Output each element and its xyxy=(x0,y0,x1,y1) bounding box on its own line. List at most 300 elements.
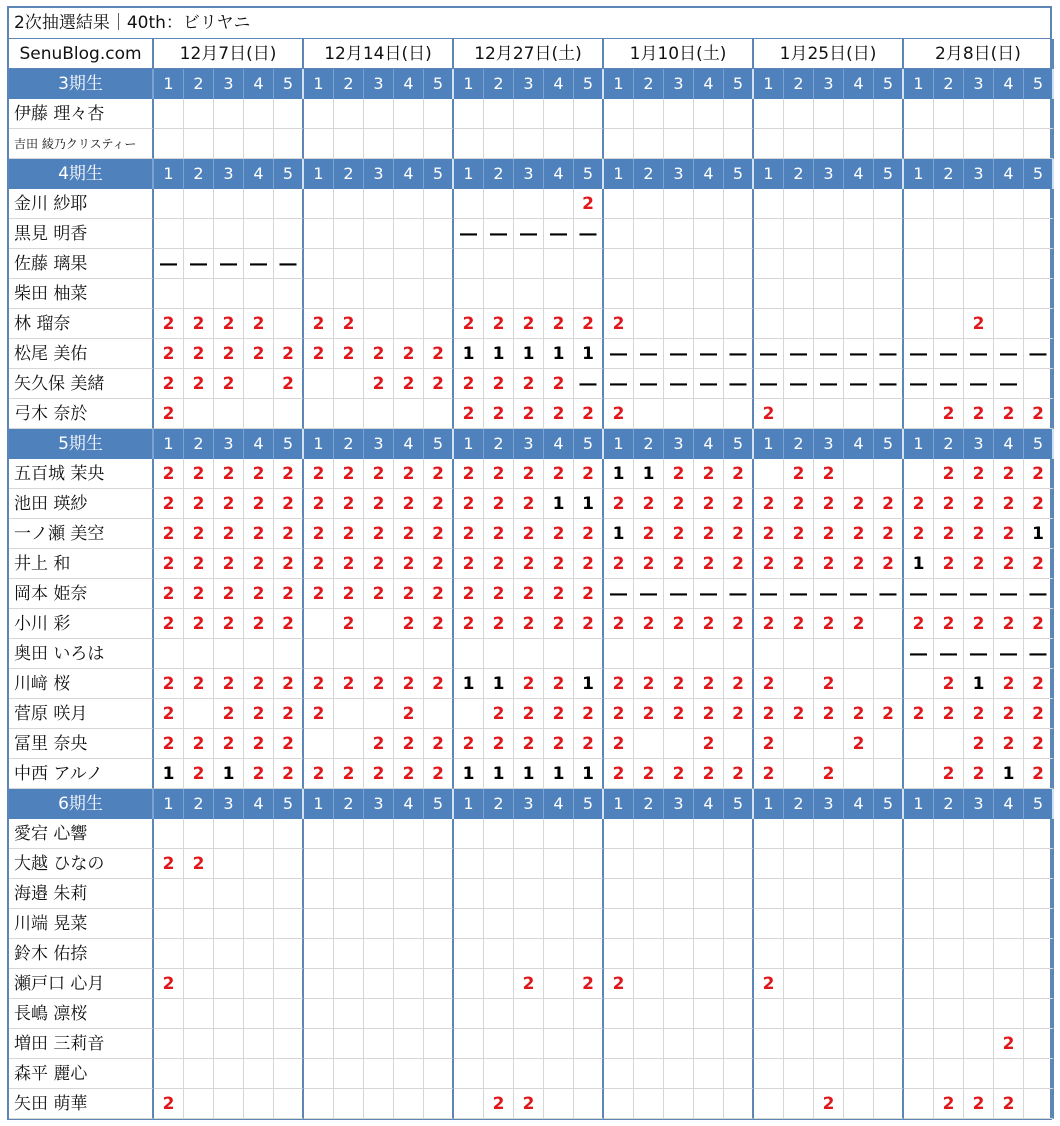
result-cell xyxy=(994,219,1024,249)
result-cell xyxy=(184,1089,214,1119)
result-cell xyxy=(184,999,214,1029)
result-cell xyxy=(844,219,874,249)
part-number-header: 3 xyxy=(514,789,544,819)
result-cell xyxy=(364,849,394,879)
result-cell xyxy=(484,909,514,939)
part-number-header: 2 xyxy=(934,69,964,99)
result-cell xyxy=(604,999,634,1029)
result-cell xyxy=(694,939,724,969)
result-cell-dash: ― xyxy=(904,339,934,369)
result-cell xyxy=(304,639,334,669)
result-cell-2: 2 xyxy=(334,579,364,609)
result-cell-2: 2 xyxy=(154,579,184,609)
result-cell xyxy=(304,399,334,429)
result-cell xyxy=(184,699,214,729)
result-cell-2: 2 xyxy=(934,1089,964,1119)
result-cell xyxy=(244,129,274,159)
result-cell-2: 2 xyxy=(934,759,964,789)
result-cell xyxy=(544,909,574,939)
result-cell xyxy=(244,1029,274,1059)
part-number-header: 1 xyxy=(904,159,934,189)
result-cell xyxy=(244,189,274,219)
result-cell-dash: ― xyxy=(814,579,844,609)
result-cell-1: 1 xyxy=(904,549,934,579)
result-cell-2: 2 xyxy=(244,609,274,639)
result-cell xyxy=(394,309,424,339)
member-name: 小川 彩 xyxy=(9,609,154,639)
result-cell-2: 2 xyxy=(484,549,514,579)
result-cell-dash: ― xyxy=(724,339,754,369)
part-number-header: 5 xyxy=(1024,429,1054,459)
site-label: SenuBlog.com xyxy=(9,39,154,69)
member-name: 矢久保 美緒 xyxy=(9,369,154,399)
result-cell-2: 2 xyxy=(784,489,814,519)
result-cell xyxy=(394,1089,424,1119)
result-cell-2: 2 xyxy=(334,519,364,549)
result-cell xyxy=(244,969,274,999)
result-cell xyxy=(1024,219,1054,249)
result-cell xyxy=(814,999,844,1029)
result-cell xyxy=(454,279,484,309)
result-cell-2: 2 xyxy=(844,549,874,579)
result-cell xyxy=(184,279,214,309)
result-cell xyxy=(694,879,724,909)
part-number-header: 1 xyxy=(604,789,634,819)
result-cell xyxy=(424,1059,454,1089)
result-cell xyxy=(394,219,424,249)
result-cell-2: 2 xyxy=(514,309,544,339)
result-cell-2: 2 xyxy=(244,759,274,789)
result-cell xyxy=(214,1089,244,1119)
result-cell xyxy=(604,129,634,159)
result-cell xyxy=(634,639,664,669)
result-cell xyxy=(394,639,424,669)
result-cell-2: 2 xyxy=(574,309,604,339)
result-cell xyxy=(964,1029,994,1059)
result-cell xyxy=(454,909,484,939)
part-number-header: 2 xyxy=(934,429,964,459)
result-cell-2: 2 xyxy=(214,669,244,699)
part-number-header: 1 xyxy=(304,159,334,189)
result-cell xyxy=(844,1059,874,1089)
result-cell xyxy=(514,939,544,969)
result-cell-2: 2 xyxy=(844,489,874,519)
member-name: 柴田 柚菜 xyxy=(9,279,154,309)
result-cell xyxy=(814,399,844,429)
result-cell xyxy=(874,819,904,849)
result-cell-2: 2 xyxy=(604,549,634,579)
result-cell-2: 2 xyxy=(964,549,994,579)
part-number-header: 3 xyxy=(214,159,244,189)
result-cell-2: 2 xyxy=(994,729,1024,759)
result-cell-2: 2 xyxy=(394,369,424,399)
result-cell xyxy=(544,939,574,969)
result-cell-2: 2 xyxy=(484,699,514,729)
result-cell-2: 2 xyxy=(214,579,244,609)
result-cell-2: 2 xyxy=(214,609,244,639)
result-cell xyxy=(154,819,184,849)
result-cell-2: 2 xyxy=(484,729,514,759)
result-cell xyxy=(214,1059,244,1089)
part-number-header: 5 xyxy=(724,429,754,459)
result-cell-2: 2 xyxy=(754,699,784,729)
part-number-header: 2 xyxy=(784,429,814,459)
result-cell-2: 2 xyxy=(304,309,334,339)
result-cell-2: 2 xyxy=(394,339,424,369)
result-cell xyxy=(154,939,184,969)
result-cell-dash: ― xyxy=(664,369,694,399)
result-cell xyxy=(364,999,394,1029)
result-cell xyxy=(724,819,754,849)
result-cell-dash: ― xyxy=(244,249,274,279)
result-cell xyxy=(424,399,454,429)
part-number-header: 5 xyxy=(274,69,304,99)
result-cell-1: 1 xyxy=(634,459,664,489)
result-cell xyxy=(784,189,814,219)
result-cell xyxy=(634,729,664,759)
result-cell xyxy=(304,99,334,129)
result-cell-2: 2 xyxy=(424,579,454,609)
result-cell-2: 2 xyxy=(514,609,544,639)
result-cell xyxy=(934,99,964,129)
result-cell xyxy=(454,1089,484,1119)
result-cell xyxy=(904,759,934,789)
result-cell-2: 2 xyxy=(514,1089,544,1119)
result-cell xyxy=(274,189,304,219)
table-title: 2次抽選結果｜40th：ビリヤニ xyxy=(9,8,1050,39)
result-cell-2: 2 xyxy=(844,729,874,759)
result-cell xyxy=(544,849,574,879)
result-cell xyxy=(364,249,394,279)
result-cell-2: 2 xyxy=(334,489,364,519)
result-cell xyxy=(604,1029,634,1059)
result-cell-2: 2 xyxy=(454,369,484,399)
part-number-header: 1 xyxy=(154,159,184,189)
result-cell xyxy=(1024,969,1054,999)
result-cell xyxy=(514,249,544,279)
result-cell-2: 2 xyxy=(664,549,694,579)
part-number-header: 3 xyxy=(514,429,544,459)
result-cell xyxy=(784,879,814,909)
result-cell xyxy=(304,999,334,1029)
result-cell xyxy=(904,249,934,279)
part-number-header: 3 xyxy=(214,69,244,99)
result-cell xyxy=(244,999,274,1029)
result-cell-1: 1 xyxy=(484,669,514,699)
result-cell-2: 2 xyxy=(544,369,574,399)
result-cell-dash: ― xyxy=(634,369,664,399)
result-cell-2: 2 xyxy=(394,579,424,609)
result-cell xyxy=(304,1059,334,1089)
part-number-header: 4 xyxy=(394,429,424,459)
result-cell xyxy=(574,1029,604,1059)
result-cell xyxy=(934,729,964,759)
result-cell xyxy=(814,1059,844,1089)
result-cell xyxy=(634,879,664,909)
result-cell-2: 2 xyxy=(544,579,574,609)
result-cell xyxy=(844,279,874,309)
result-cell-2: 2 xyxy=(724,549,754,579)
result-cell-dash: ― xyxy=(844,369,874,399)
result-cell xyxy=(244,879,274,909)
result-cell xyxy=(874,189,904,219)
result-cell xyxy=(334,699,364,729)
result-cell xyxy=(304,729,334,759)
result-cell-2: 2 xyxy=(364,759,394,789)
result-cell xyxy=(274,1059,304,1089)
result-cell xyxy=(844,849,874,879)
result-cell xyxy=(364,399,394,429)
result-cell-2: 2 xyxy=(334,459,364,489)
result-cell xyxy=(544,189,574,219)
result-cell xyxy=(814,969,844,999)
result-cell-2: 2 xyxy=(574,189,604,219)
result-cell xyxy=(934,939,964,969)
date-header: 12月14日(日) xyxy=(304,39,454,69)
result-cell xyxy=(304,369,334,399)
result-cell xyxy=(184,129,214,159)
result-cell-2: 2 xyxy=(424,339,454,369)
result-cell-2: 2 xyxy=(364,489,394,519)
result-cell xyxy=(694,909,724,939)
result-cell-dash: ― xyxy=(784,579,814,609)
result-cell xyxy=(724,639,754,669)
result-cell-2: 2 xyxy=(844,519,874,549)
result-cell xyxy=(904,399,934,429)
date-header: 12月7日(日) xyxy=(154,39,304,69)
result-cell xyxy=(634,909,664,939)
result-cell xyxy=(724,249,754,279)
result-cell-2: 2 xyxy=(274,369,304,399)
result-cell-1: 1 xyxy=(544,339,574,369)
result-cell-1: 1 xyxy=(544,489,574,519)
result-cell xyxy=(154,879,184,909)
result-cell xyxy=(244,219,274,249)
result-cell xyxy=(664,849,694,879)
part-number-header: 2 xyxy=(784,69,814,99)
result-cell xyxy=(934,219,964,249)
result-cell-dash: ― xyxy=(724,369,754,399)
result-cell-2: 2 xyxy=(274,339,304,369)
result-cell xyxy=(904,1059,934,1089)
result-cell-2: 2 xyxy=(724,459,754,489)
result-cell xyxy=(844,759,874,789)
result-cell-1: 1 xyxy=(454,339,484,369)
part-number-header: 4 xyxy=(694,69,724,99)
result-cell-2: 2 xyxy=(934,399,964,429)
result-cell-2: 2 xyxy=(934,459,964,489)
member-name: 金川 紗耶 xyxy=(9,189,154,219)
result-cell xyxy=(424,699,454,729)
part-number-header: 5 xyxy=(274,159,304,189)
part-number-header: 2 xyxy=(334,429,364,459)
result-cell xyxy=(874,999,904,1029)
result-cell xyxy=(154,219,184,249)
result-cell xyxy=(844,459,874,489)
part-number-header: 1 xyxy=(454,69,484,99)
result-cell xyxy=(574,639,604,669)
result-cell-2: 2 xyxy=(244,459,274,489)
part-number-header: 4 xyxy=(844,429,874,459)
result-cell xyxy=(214,639,244,669)
part-number-header: 2 xyxy=(634,159,664,189)
result-cell xyxy=(394,879,424,909)
result-cell xyxy=(904,879,934,909)
result-cell xyxy=(694,279,724,309)
result-cell-2: 2 xyxy=(364,549,394,579)
result-cell-2: 2 xyxy=(154,849,184,879)
result-cell xyxy=(574,999,604,1029)
result-cell-2: 2 xyxy=(634,699,664,729)
result-cell xyxy=(904,99,934,129)
part-number-header: 5 xyxy=(874,69,904,99)
result-cell-2: 2 xyxy=(754,669,784,699)
result-cell xyxy=(1024,909,1054,939)
result-cell xyxy=(904,669,934,699)
part-number-header: 2 xyxy=(784,789,814,819)
result-cell xyxy=(334,1089,364,1119)
result-cell xyxy=(664,1059,694,1089)
part-number-header: 3 xyxy=(214,789,244,819)
result-cell-2: 2 xyxy=(604,729,634,759)
result-cell xyxy=(784,1089,814,1119)
part-number-header: 1 xyxy=(154,429,184,459)
result-cell-2: 2 xyxy=(364,669,394,699)
result-cell xyxy=(724,309,754,339)
result-cell xyxy=(394,249,424,279)
result-cell xyxy=(334,849,364,879)
part-number-header: 5 xyxy=(424,429,454,459)
result-cell xyxy=(454,999,484,1029)
result-cell-2: 2 xyxy=(214,369,244,399)
result-cell xyxy=(724,729,754,759)
result-cell-2: 2 xyxy=(574,699,604,729)
part-number-header: 5 xyxy=(724,789,754,819)
result-cell-2: 2 xyxy=(154,669,184,699)
result-cell xyxy=(844,939,874,969)
result-cell-2: 2 xyxy=(934,699,964,729)
result-cell xyxy=(754,819,784,849)
result-cell-2: 2 xyxy=(274,579,304,609)
result-cell xyxy=(844,639,874,669)
result-cell xyxy=(604,189,634,219)
result-cell xyxy=(634,279,664,309)
part-number-header: 5 xyxy=(1024,789,1054,819)
result-cell-2: 2 xyxy=(424,729,454,759)
part-number-header: 1 xyxy=(604,429,634,459)
result-cell-2: 2 xyxy=(334,669,364,699)
part-number-header: 3 xyxy=(964,789,994,819)
result-cell xyxy=(424,999,454,1029)
result-cell xyxy=(484,819,514,849)
result-cell xyxy=(724,1029,754,1059)
result-cell-2: 2 xyxy=(784,699,814,729)
result-cell-2: 2 xyxy=(514,729,544,759)
result-cell xyxy=(874,609,904,639)
result-cell xyxy=(874,849,904,879)
result-cell xyxy=(814,909,844,939)
result-cell xyxy=(184,399,214,429)
result-cell-2: 2 xyxy=(964,1089,994,1119)
member-name: 奥田 いろは xyxy=(9,639,154,669)
result-cell-2: 2 xyxy=(394,759,424,789)
result-cell-2: 2 xyxy=(754,729,784,759)
result-cell-dash: ― xyxy=(634,339,664,369)
result-cell-dash: ― xyxy=(784,339,814,369)
result-cell xyxy=(724,1059,754,1089)
result-cell xyxy=(904,909,934,939)
result-cell-2: 2 xyxy=(874,519,904,549)
result-cell xyxy=(874,909,904,939)
result-cell xyxy=(274,819,304,849)
result-cell xyxy=(754,249,784,279)
result-cell xyxy=(514,849,544,879)
result-cell xyxy=(334,729,364,759)
result-cell xyxy=(274,279,304,309)
result-cell xyxy=(874,279,904,309)
result-cell-2: 2 xyxy=(604,609,634,639)
result-cell-2: 2 xyxy=(154,969,184,999)
result-cell-dash: ― xyxy=(514,219,544,249)
result-cell xyxy=(724,129,754,159)
result-cell-2: 2 xyxy=(154,549,184,579)
result-cell-2: 2 xyxy=(784,609,814,639)
result-cell xyxy=(724,999,754,1029)
result-cell-2: 2 xyxy=(394,489,424,519)
result-cell-2: 2 xyxy=(514,519,544,549)
result-cell-2: 2 xyxy=(454,729,484,759)
result-cell xyxy=(484,279,514,309)
result-cell xyxy=(544,99,574,129)
result-cell xyxy=(874,1089,904,1119)
result-cell-2: 2 xyxy=(154,609,184,639)
part-number-header: 1 xyxy=(904,69,934,99)
result-cell-2: 2 xyxy=(514,669,544,699)
result-cell-2: 2 xyxy=(994,609,1024,639)
result-cell-2: 2 xyxy=(514,549,544,579)
result-cell-2: 2 xyxy=(814,459,844,489)
result-cell xyxy=(214,219,244,249)
result-cell-2: 2 xyxy=(994,1029,1024,1059)
result-cell-dash: ― xyxy=(754,339,784,369)
result-cell xyxy=(784,729,814,759)
result-cell xyxy=(304,969,334,999)
result-cell xyxy=(214,1029,244,1059)
result-cell xyxy=(304,939,334,969)
result-cell xyxy=(994,999,1024,1029)
result-cell-2: 2 xyxy=(184,369,214,399)
result-cell xyxy=(274,219,304,249)
member-name: 中西 アルノ xyxy=(9,759,154,789)
part-number-header: 3 xyxy=(814,789,844,819)
result-cell xyxy=(574,939,604,969)
result-cell-dash: ― xyxy=(754,369,784,399)
result-cell-2: 2 xyxy=(274,549,304,579)
result-cell xyxy=(364,699,394,729)
result-cell xyxy=(964,939,994,969)
result-cell xyxy=(544,819,574,849)
result-cell xyxy=(334,249,364,279)
result-cell-2: 2 xyxy=(634,519,664,549)
result-cell xyxy=(304,909,334,939)
result-cell xyxy=(424,819,454,849)
result-cell xyxy=(694,189,724,219)
result-cell xyxy=(274,879,304,909)
generation-header: 5期生 xyxy=(9,429,154,459)
result-cell xyxy=(334,999,364,1029)
result-cell-dash: ― xyxy=(844,339,874,369)
result-cell-1: 1 xyxy=(454,759,484,789)
